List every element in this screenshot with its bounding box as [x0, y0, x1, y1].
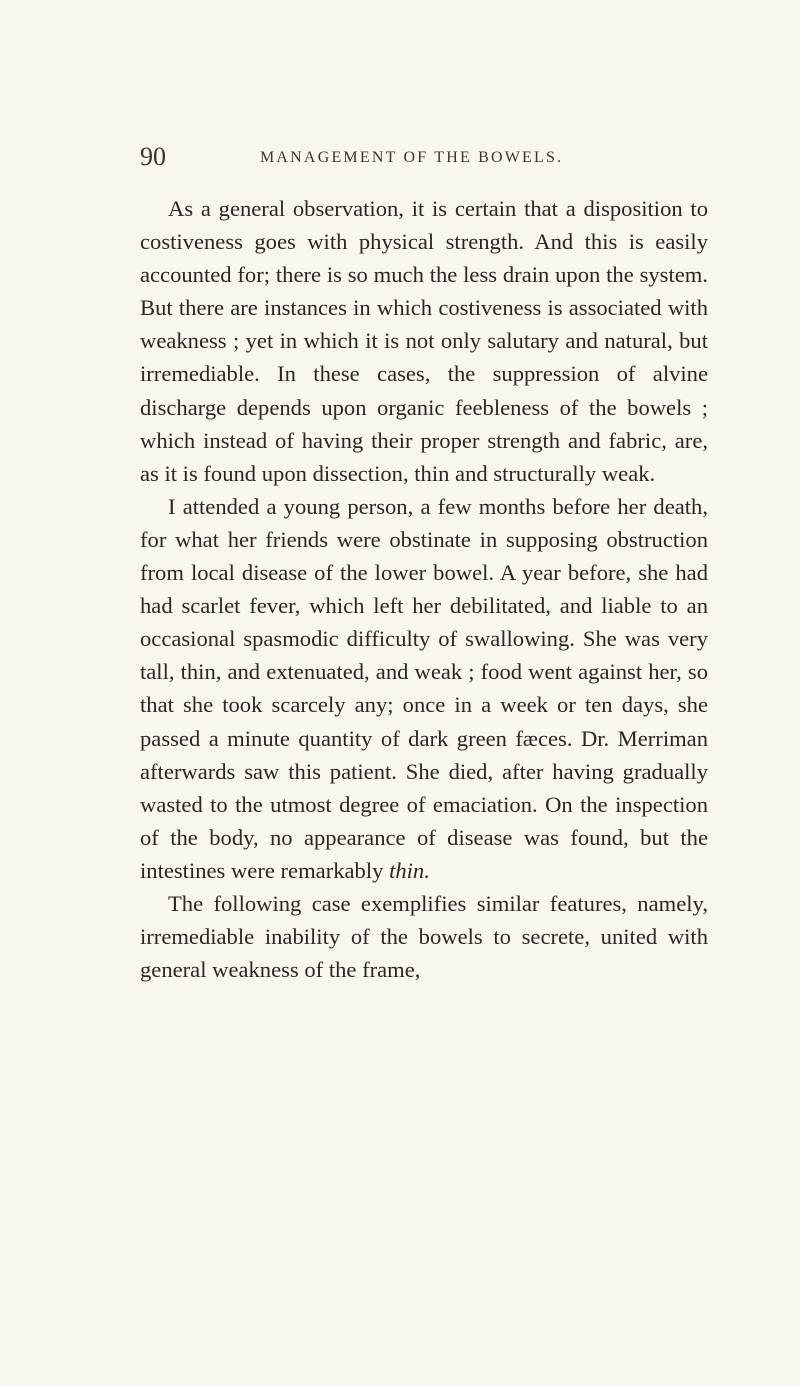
running-title: MANAGEMENT OF THE BOWELS. — [260, 149, 564, 166]
paragraph-text: I attended a young person, a few months before her death, for what her friends were obstinate in supposing obstruction from local disease of the lower bowel. A year before, she had had scarlet fever, which left her debilitated, and liable to an occasional spasmodic difficulty of swallowing. She was very tall, thin, and extenuated, and weak ; food went against her, so that she took scarcely any; once in a week or ten days, she passed a minute quantity of dark green fæces. Dr. Merriman afterwards saw this patient. She died, after having gradually wasted to the utmost degree of emaciation. On the inspection of the body, no appearance of disease was found, but the intestines were remarkably — [140, 493, 708, 883]
body-text — [140, 192, 708, 986]
page-number: 90 — [140, 142, 166, 171]
emphasis-text: thin. — [389, 857, 430, 883]
paragraph — [140, 490, 708, 887]
paragraph: As a general observation, it is certain that a disposition to costiveness goes with physical strength. And this is easily accounted for; there is so much the less drain upon the system. But there are instances in which costiveness is associated with weakness ; yet in which it is not only salutary and natural, but irremediable. In these cases, the suppression of alvine discharge depends upon organic feebleness of the bowels ; which instead of having their proper strength and fabric, are, as it is found upon dissection, thin and structurally weak. — [140, 196, 708, 486]
paragraph: The following case exemplifies similar features, namely, irremediable inability of the bowels to secrete, united with general weakness of the frame, — [140, 890, 708, 983]
running-head — [140, 140, 660, 180]
